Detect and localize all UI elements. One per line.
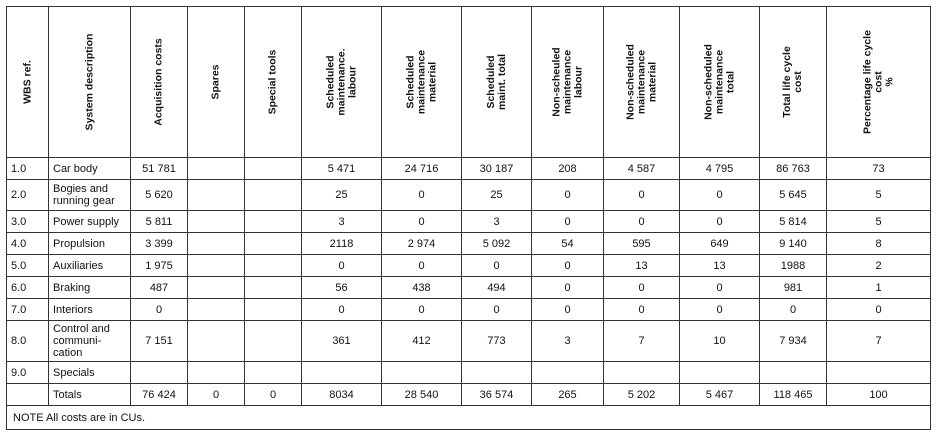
header-nonscheduled-total: Non-scheduled maintenance total xyxy=(680,7,760,158)
table-cell xyxy=(382,362,462,384)
table-cell: 494 xyxy=(462,277,532,299)
header-wbs-ref: WBS ref. xyxy=(7,7,49,158)
table-cell: Propulsion xyxy=(49,233,131,255)
table-cell xyxy=(245,180,302,211)
table-cell: 0 xyxy=(382,255,462,277)
table-cell: 7 xyxy=(604,321,680,362)
table-cell: 0 xyxy=(760,299,827,321)
table-cell: 0 xyxy=(382,299,462,321)
table-cell: 0 xyxy=(382,211,462,233)
table-cell xyxy=(188,211,245,233)
header-row xyxy=(7,7,931,158)
table-cell: 7.0 xyxy=(7,299,49,321)
table-cell: 3 xyxy=(532,321,604,362)
table-cell: 0 xyxy=(245,384,302,406)
table-cell xyxy=(245,211,302,233)
table-cell: 0 xyxy=(680,180,760,211)
table-cell: 24 716 xyxy=(382,158,462,180)
table-cell: Interiors xyxy=(49,299,131,321)
table-cell: 4.0 xyxy=(7,233,49,255)
table-cell: 0 xyxy=(604,299,680,321)
header-total-life-cycle-cost: Total life cycle cost xyxy=(760,7,827,158)
table-cell: 5 467 xyxy=(680,384,760,406)
table-cell: 54 xyxy=(532,233,604,255)
table-cell: Auxiliaries xyxy=(49,255,131,277)
table-cell: 13 xyxy=(604,255,680,277)
table-cell: 0 xyxy=(382,180,462,211)
table-cell: Car body xyxy=(49,158,131,180)
table-cell: 76 424 xyxy=(131,384,188,406)
table-cell xyxy=(680,362,760,384)
table-cell: 5 xyxy=(827,180,931,211)
table-cell: 118 465 xyxy=(760,384,827,406)
table-cell: Totals xyxy=(49,384,131,406)
table-cell: 0 xyxy=(532,299,604,321)
table-cell: 0 xyxy=(188,384,245,406)
table-row xyxy=(7,321,931,362)
table-cell: 265 xyxy=(532,384,604,406)
table-cell xyxy=(188,158,245,180)
table-cell: 0 xyxy=(532,277,604,299)
table-cell: 30 187 xyxy=(462,158,532,180)
table-row xyxy=(7,299,931,321)
table-cell: 9.0 xyxy=(7,362,49,384)
table-cell: 649 xyxy=(680,233,760,255)
table-cell xyxy=(188,299,245,321)
table-cell: 5 092 xyxy=(462,233,532,255)
table-cell xyxy=(245,321,302,362)
table-cell xyxy=(188,362,245,384)
table-cell: 0 xyxy=(827,299,931,321)
table-cell: 8034 xyxy=(302,384,382,406)
table-cell: 13 xyxy=(680,255,760,277)
header-scheduled-labour: Scheduled maintenance. labour xyxy=(302,7,382,158)
header-nonscheduled-material: Non-scheduled maintenance material xyxy=(604,7,680,158)
table-cell: 25 xyxy=(462,180,532,211)
table-cell: 1988 xyxy=(760,255,827,277)
header-nonscheduled-labour: Non-scheuled maintenance labour xyxy=(532,7,604,158)
table-cell xyxy=(245,158,302,180)
note-text: NOTE All costs are in CUs. xyxy=(7,406,931,430)
table-cell xyxy=(245,277,302,299)
table-cell: 1 975 xyxy=(131,255,188,277)
table-cell: Specials xyxy=(49,362,131,384)
note-row xyxy=(7,406,931,430)
table-cell: 5 620 xyxy=(131,180,188,211)
table-cell: 73 xyxy=(827,158,931,180)
header-scheduled-total: Scheduled maint. total xyxy=(462,7,532,158)
table-cell: 0 xyxy=(604,277,680,299)
table-cell: 5 471 xyxy=(302,158,382,180)
table-cell: 25 xyxy=(302,180,382,211)
table-cell xyxy=(188,180,245,211)
table-cell: 10 xyxy=(680,321,760,362)
table-cell: 8 xyxy=(827,233,931,255)
table-cell xyxy=(188,255,245,277)
table-row xyxy=(7,180,931,211)
table-cell: 3 xyxy=(302,211,382,233)
table-cell xyxy=(7,384,49,406)
table-cell: 1.0 xyxy=(7,158,49,180)
header-special-tools: Special tools xyxy=(245,7,302,158)
table-cell: 2.0 xyxy=(7,180,49,211)
table-cell: 0 xyxy=(462,299,532,321)
table-cell: Braking xyxy=(49,277,131,299)
table-cell xyxy=(188,321,245,362)
table-cell: 487 xyxy=(131,277,188,299)
table-cell: 0 xyxy=(680,277,760,299)
table-cell: 0 xyxy=(532,180,604,211)
table-cell: 4 587 xyxy=(604,158,680,180)
table-cell xyxy=(604,362,680,384)
table-cell: 2118 xyxy=(302,233,382,255)
table-cell: 3 399 xyxy=(131,233,188,255)
table-cell: 0 xyxy=(462,255,532,277)
table-cell xyxy=(760,362,827,384)
table-cell: 5 645 xyxy=(760,180,827,211)
table-cell: 86 763 xyxy=(760,158,827,180)
table-cell: 0 xyxy=(604,180,680,211)
table-cell: 981 xyxy=(760,277,827,299)
table-cell: 51 781 xyxy=(131,158,188,180)
table-row xyxy=(7,158,931,180)
table-cell xyxy=(245,362,302,384)
table-cell: 5 202 xyxy=(604,384,680,406)
table-cell xyxy=(462,362,532,384)
table-cell: 0 xyxy=(680,211,760,233)
table-cell: 6.0 xyxy=(7,277,49,299)
table-cell: 0 xyxy=(131,299,188,321)
table-cell: 5 814 xyxy=(760,211,827,233)
table-cell: 0 xyxy=(604,211,680,233)
table-cell: 0 xyxy=(532,211,604,233)
table-cell: 0 xyxy=(532,255,604,277)
table-cell: 3 xyxy=(462,211,532,233)
header-spares: Spares xyxy=(188,7,245,158)
table-row xyxy=(7,362,931,384)
table-cell xyxy=(245,255,302,277)
table-cell: 0 xyxy=(680,299,760,321)
table-cell: 412 xyxy=(382,321,462,362)
table-row xyxy=(7,255,931,277)
cost-table-document xyxy=(6,6,930,430)
table-cell: 28 540 xyxy=(382,384,462,406)
table-cell: 3.0 xyxy=(7,211,49,233)
table-cell: Bogies and running gear xyxy=(49,180,131,211)
header-scheduled-material: Scheduled maintenance material xyxy=(382,7,462,158)
table-cell: 100 xyxy=(827,384,931,406)
table-cell: 9 140 xyxy=(760,233,827,255)
table-cell xyxy=(188,277,245,299)
table-cell: 56 xyxy=(302,277,382,299)
table-row xyxy=(7,384,931,406)
table-cell: 7 xyxy=(827,321,931,362)
table-body xyxy=(7,158,931,406)
table-cell: 438 xyxy=(382,277,462,299)
header-system-description: System description xyxy=(49,7,131,158)
table-cell: 5.0 xyxy=(7,255,49,277)
table-cell: Control and communi- cation xyxy=(49,321,131,362)
table-cell: 2 xyxy=(827,255,931,277)
table-cell: 4 795 xyxy=(680,158,760,180)
table-row xyxy=(7,211,931,233)
life-cycle-cost-table xyxy=(6,6,931,430)
table-cell: 7 934 xyxy=(760,321,827,362)
table-cell: 5 xyxy=(827,211,931,233)
table-cell: 8.0 xyxy=(7,321,49,362)
table-cell: 5 811 xyxy=(131,211,188,233)
table-row xyxy=(7,233,931,255)
table-cell xyxy=(245,299,302,321)
table-cell: 2 974 xyxy=(382,233,462,255)
table-cell: 1 xyxy=(827,277,931,299)
table-cell: 36 574 xyxy=(462,384,532,406)
table-cell: 595 xyxy=(604,233,680,255)
table-cell xyxy=(302,362,382,384)
table-cell xyxy=(532,362,604,384)
table-cell xyxy=(827,362,931,384)
header-percentage-life-cycle-cost: Percentage life cycle cost % xyxy=(827,7,931,158)
table-cell: 7 151 xyxy=(131,321,188,362)
table-cell: Power supply xyxy=(49,211,131,233)
table-cell xyxy=(188,233,245,255)
table-cell: 208 xyxy=(532,158,604,180)
table-cell: 0 xyxy=(302,255,382,277)
table-row xyxy=(7,277,931,299)
table-cell: 0 xyxy=(302,299,382,321)
table-cell: 361 xyxy=(302,321,382,362)
table-cell xyxy=(245,233,302,255)
table-cell: 773 xyxy=(462,321,532,362)
header-acquisition-costs: Acquisition costs xyxy=(131,7,188,158)
table-cell xyxy=(131,362,188,384)
